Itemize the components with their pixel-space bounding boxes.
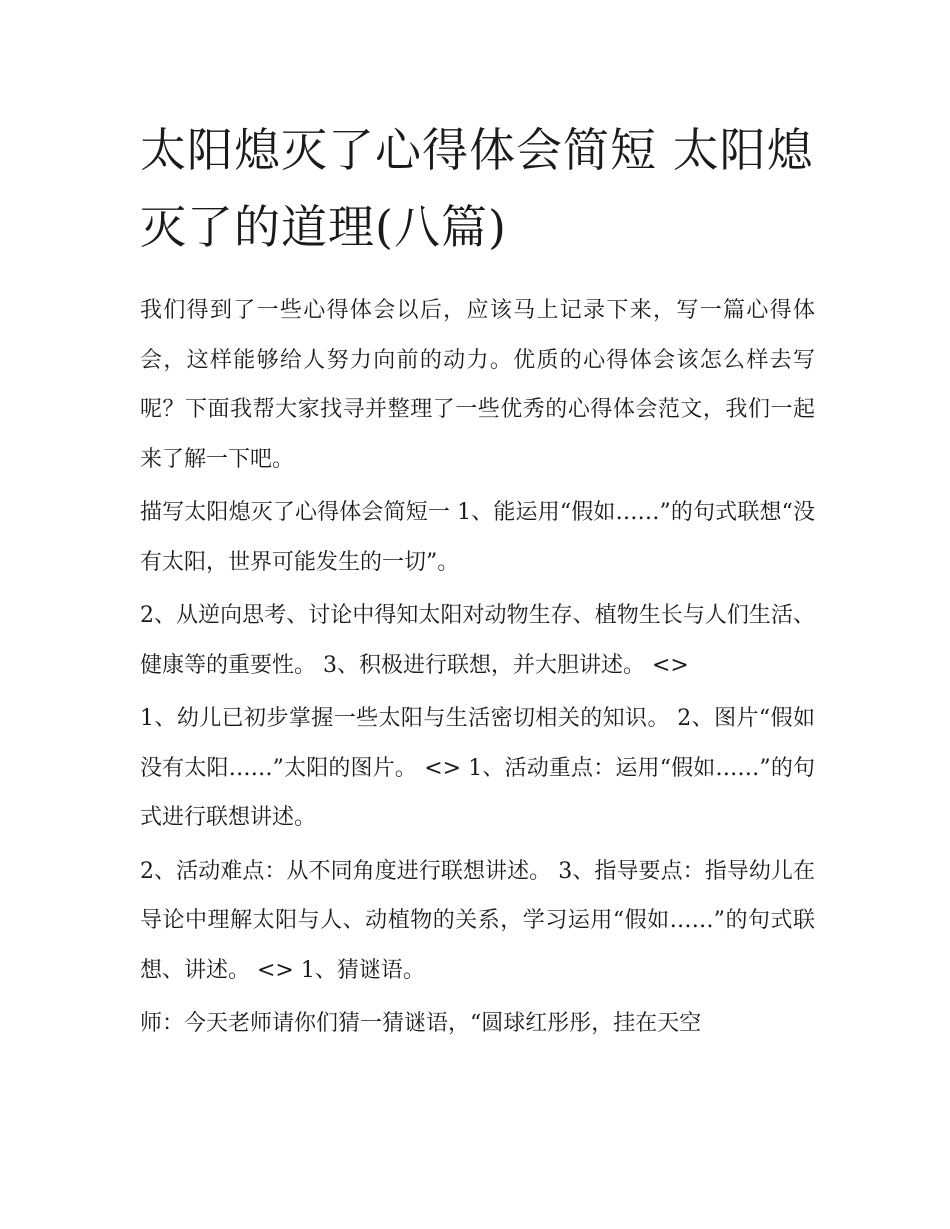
paragraph-preparation: 1、幼儿已初步掌握一些太阳与生活密切相关的知识。 2、图片“假如没有太阳……”太阳的图片。 <> 1、活动重点：运用“假如……”的句式进行联想讲述。 (140, 706, 815, 830)
paragraph-difficulty: 2、活动难点：从不同角度进行联想讲述。 3、指导要点：指导幼儿在导论中理解太阳与人、动植物的关系，学习运用“假如……”的句式联想、讲述。 <> 1、猜谜语。 (140, 858, 815, 983)
paragraph-teacher: 师：今天老师请你们猜一猜谜语，“圆球红彤彤，挂在天空 (140, 1011, 702, 1036)
document-page (140, 112, 815, 1049)
paragraph-goal-2: 2、从逆向思考、讨论中得知太阳对动物生存、植物生长与人们生活、健康等的重要性。 3、积极进行联想，并大胆讲述。 <> (140, 603, 815, 678)
paragraph-goal-1: 描写太阳熄灭了心得体会简短一 1、能运用“假如……”的句式联想“没有太阳，世界可能发生的一切”。 (140, 500, 815, 575)
paragraph-intro: 我们得到了一些心得体会以后，应该马上记录下来，写一篇心得体会，这样能够给人努力向前的动力。优质的心得体会该怎么样去写呢？下面我帮大家找寻并整理了一些优秀的心得体会范文，我们一起来了解一下吧。 (140, 298, 815, 472)
document-title: 太阳熄灭了心得体会简短 太阳熄灭了的道理(八篇) (140, 123, 814, 254)
